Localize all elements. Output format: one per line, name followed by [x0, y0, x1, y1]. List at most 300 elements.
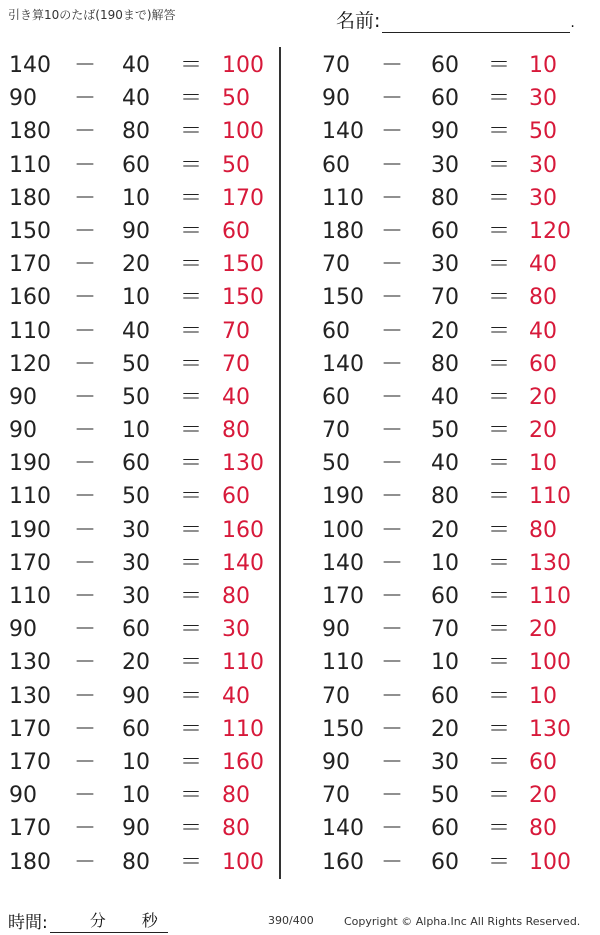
answer: 50 [222, 86, 250, 112]
problem-row [0, 514, 278, 547]
equals-sign: ＝ [180, 418, 203, 444]
answer: 130 [529, 716, 571, 742]
equals-sign: ＝ [180, 584, 203, 609]
problem-row [282, 281, 592, 314]
equals-sign: ＝ [180, 816, 203, 842]
equals-sign: ＝ [488, 185, 511, 211]
minuend: 160 [9, 285, 51, 311]
subtrahend: 60 [122, 152, 150, 178]
answer: 80 [222, 584, 250, 609]
minuend: 150 [322, 285, 364, 311]
equals-sign: ＝ [488, 53, 511, 78]
subtrahend: 90 [122, 683, 150, 709]
answer: 10 [529, 683, 557, 709]
problem-row [0, 149, 278, 182]
minuend: 70 [322, 783, 350, 809]
answer: 100 [222, 119, 264, 145]
minuend: 170 [9, 816, 51, 842]
minuend: 190 [9, 517, 51, 543]
answer: 100 [529, 849, 571, 875]
subtrahend: 50 [122, 384, 150, 410]
answer: 80 [222, 783, 250, 809]
equals-sign: ＝ [488, 816, 511, 842]
minus-sign: － [381, 86, 404, 112]
answer: 160 [222, 517, 264, 543]
minuend: 100 [322, 517, 364, 543]
minus-sign: － [74, 749, 97, 775]
answer: 70 [222, 318, 250, 344]
subtrahend: 40 [122, 53, 150, 78]
minus-sign: － [74, 252, 97, 278]
subtrahend: 20 [122, 650, 150, 676]
minus-sign: － [381, 550, 404, 576]
equals-sign: ＝ [180, 650, 203, 676]
answer: 30 [222, 617, 250, 643]
problem-row [282, 646, 592, 679]
subtrahend: 80 [122, 849, 150, 875]
minuend: 180 [322, 218, 364, 244]
equals-sign: ＝ [488, 451, 511, 477]
answer: 50 [529, 119, 557, 145]
subtrahend: 30 [431, 252, 459, 278]
equals-sign: ＝ [180, 849, 203, 875]
minus-sign: － [74, 119, 97, 145]
problem-row [0, 779, 278, 812]
subtrahend: 20 [431, 318, 459, 344]
minus-sign: － [381, 484, 404, 510]
answer: 80 [529, 816, 557, 842]
problem-row [0, 381, 278, 414]
minuend: 90 [9, 783, 37, 809]
answer: 10 [529, 451, 557, 477]
subtrahend: 10 [431, 650, 459, 676]
minus-sign: － [381, 650, 404, 676]
left-problem-column [0, 49, 278, 879]
equals-sign: ＝ [488, 384, 511, 410]
minuend: 90 [9, 384, 37, 410]
problem-row [282, 812, 592, 845]
minus-sign: － [381, 517, 404, 543]
name-underline [382, 14, 570, 33]
answer: 60 [529, 749, 557, 775]
problem-row [0, 480, 278, 513]
subtrahend: 60 [431, 849, 459, 875]
seconds-label: 秒 [141, 911, 158, 930]
problem-row [0, 613, 278, 646]
minus-sign: － [381, 849, 404, 875]
equals-sign: ＝ [488, 749, 511, 775]
problem-row [0, 846, 278, 879]
minuend: 190 [322, 484, 364, 510]
problem-row [282, 680, 592, 713]
problem-row [282, 248, 592, 281]
subtrahend: 10 [122, 285, 150, 311]
equals-sign: ＝ [488, 617, 511, 643]
minus-sign: － [74, 318, 97, 344]
subtrahend: 40 [431, 451, 459, 477]
minuend: 170 [9, 550, 51, 576]
minus-sign: － [381, 783, 404, 809]
subtrahend: 30 [431, 749, 459, 775]
subtrahend: 90 [122, 218, 150, 244]
copyright-notice: Copyright © Alpha.Inc All Rights Reserved. [344, 915, 581, 928]
equals-sign: ＝ [180, 451, 203, 477]
subtrahend: 80 [431, 484, 459, 510]
subtrahend: 60 [431, 584, 459, 609]
equals-sign: ＝ [488, 351, 511, 377]
minuend: 90 [9, 418, 37, 444]
minus-sign: － [381, 152, 404, 178]
minuend: 60 [322, 318, 350, 344]
equals-sign: ＝ [180, 119, 203, 145]
minus-sign: － [74, 484, 97, 510]
equals-sign: ＝ [488, 584, 511, 609]
subtrahend: 20 [431, 716, 459, 742]
answer: 120 [529, 218, 571, 244]
equals-sign: ＝ [180, 749, 203, 775]
minuend: 130 [9, 683, 51, 709]
minus-sign: － [381, 816, 404, 842]
minus-sign: － [74, 285, 97, 311]
equals-sign: ＝ [488, 783, 511, 809]
subtrahend: 50 [122, 351, 150, 377]
answer: 80 [222, 418, 250, 444]
problem-row [0, 182, 278, 215]
subtrahend: 50 [431, 418, 459, 444]
subtrahend: 60 [122, 451, 150, 477]
minus-sign: － [381, 716, 404, 742]
subtrahend: 40 [122, 318, 150, 344]
answer: 150 [222, 285, 264, 311]
subtrahend: 70 [431, 285, 459, 311]
answer: 40 [222, 384, 250, 410]
subtrahend: 20 [431, 517, 459, 543]
minuend: 140 [322, 816, 364, 842]
answer: 20 [529, 617, 557, 643]
subtrahend: 10 [431, 550, 459, 576]
minus-sign: － [381, 384, 404, 410]
subtrahend: 40 [431, 384, 459, 410]
problem-row [282, 182, 592, 215]
minus-sign: － [381, 418, 404, 444]
answer: 100 [529, 650, 571, 676]
subtrahend: 60 [431, 683, 459, 709]
minuend: 140 [322, 351, 364, 377]
answer: 10 [529, 53, 557, 78]
minus-sign: － [74, 218, 97, 244]
answer: 30 [529, 86, 557, 112]
minus-sign: － [381, 285, 404, 311]
answer: 130 [529, 550, 571, 576]
minuend: 70 [322, 252, 350, 278]
equals-sign: ＝ [488, 152, 511, 178]
equals-sign: ＝ [180, 716, 203, 742]
minus-sign: － [74, 53, 97, 78]
equals-sign: ＝ [488, 517, 511, 543]
subtrahend: 60 [431, 218, 459, 244]
answer: 140 [222, 550, 264, 576]
subtrahend: 10 [122, 749, 150, 775]
subtrahend: 30 [431, 152, 459, 178]
minus-sign: － [74, 849, 97, 875]
subtrahend: 60 [431, 816, 459, 842]
problem-row [282, 381, 592, 414]
answer: 60 [222, 484, 250, 510]
minus-sign: － [74, 152, 97, 178]
problem-row [282, 547, 592, 580]
minus-sign: － [74, 517, 97, 543]
subtrahend: 80 [122, 119, 150, 145]
answer: 60 [529, 351, 557, 377]
answer: 40 [222, 683, 250, 709]
problem-row [0, 115, 278, 148]
equals-sign: ＝ [488, 650, 511, 676]
equals-sign: ＝ [180, 318, 203, 344]
subtrahend: 70 [431, 617, 459, 643]
subtrahend: 20 [122, 252, 150, 278]
minuend: 110 [9, 484, 51, 510]
right-problem-column [282, 49, 592, 879]
answer: 20 [529, 418, 557, 444]
equals-sign: ＝ [180, 550, 203, 576]
minuend: 170 [9, 716, 51, 742]
minuend: 170 [9, 749, 51, 775]
minus-sign: － [74, 683, 97, 709]
problem-row [282, 49, 592, 82]
minutes-label: 分 [89, 911, 106, 930]
equals-sign: ＝ [180, 152, 203, 178]
minuend: 90 [322, 86, 350, 112]
subtrahend: 40 [122, 86, 150, 112]
minuend: 180 [9, 119, 51, 145]
minuend: 50 [322, 451, 350, 477]
answer: 20 [529, 783, 557, 809]
equals-sign: ＝ [488, 318, 511, 344]
problem-row [0, 447, 278, 480]
minus-sign: － [74, 185, 97, 211]
answer: 50 [222, 152, 250, 178]
minus-sign: － [74, 816, 97, 842]
subtrahend: 10 [122, 185, 150, 211]
equals-sign: ＝ [488, 252, 511, 278]
time-field [8, 908, 168, 933]
minuend: 160 [322, 849, 364, 875]
answer: 60 [222, 218, 250, 244]
minuend: 150 [322, 716, 364, 742]
equals-sign: ＝ [488, 716, 511, 742]
minus-sign: － [381, 749, 404, 775]
equals-sign: ＝ [180, 285, 203, 311]
subtrahend: 80 [431, 185, 459, 211]
problem-row [282, 82, 592, 115]
minus-sign: － [74, 418, 97, 444]
problem-row [282, 480, 592, 513]
problem-row [0, 215, 278, 248]
problem-row [282, 746, 592, 779]
equals-sign: ＝ [180, 783, 203, 809]
subtrahend: 10 [122, 418, 150, 444]
minuend: 70 [322, 53, 350, 78]
equals-sign: ＝ [180, 484, 203, 510]
minus-sign: － [381, 351, 404, 377]
equals-sign: ＝ [488, 418, 511, 444]
problem-row [0, 348, 278, 381]
problem-row [282, 779, 592, 812]
minuend: 110 [9, 318, 51, 344]
minus-sign: － [381, 584, 404, 609]
equals-sign: ＝ [180, 517, 203, 543]
minuend: 90 [9, 86, 37, 112]
minuend: 60 [322, 152, 350, 178]
subtrahend: 60 [122, 716, 150, 742]
minuend: 110 [9, 152, 51, 178]
minus-sign: － [381, 119, 404, 145]
minuend: 180 [9, 849, 51, 875]
problem-row [282, 414, 592, 447]
equals-sign: ＝ [180, 351, 203, 377]
minuend: 150 [9, 218, 51, 244]
equals-sign: ＝ [488, 119, 511, 145]
minuend: 140 [322, 119, 364, 145]
equals-sign: ＝ [180, 384, 203, 410]
problem-row [0, 414, 278, 447]
equals-sign: ＝ [180, 185, 203, 211]
subtrahend: 80 [431, 351, 459, 377]
problem-row [0, 812, 278, 845]
answer: 170 [222, 185, 264, 211]
equals-sign: ＝ [180, 53, 203, 78]
answer: 30 [529, 152, 557, 178]
problem-row [0, 746, 278, 779]
minuend: 60 [322, 384, 350, 410]
subtrahend: 50 [431, 783, 459, 809]
problem-row [282, 149, 592, 182]
problem-row [0, 646, 278, 679]
equals-sign: ＝ [180, 86, 203, 112]
minuend: 170 [322, 584, 364, 609]
minuend: 170 [9, 252, 51, 278]
problem-row [282, 613, 592, 646]
minus-sign: － [74, 550, 97, 576]
equals-sign: ＝ [488, 484, 511, 510]
minuend: 90 [322, 749, 350, 775]
minuend: 70 [322, 418, 350, 444]
problem-row [282, 115, 592, 148]
subtrahend: 90 [431, 119, 459, 145]
subtrahend: 90 [122, 816, 150, 842]
answer: 80 [529, 517, 557, 543]
equals-sign: ＝ [488, 218, 511, 244]
name-end-mark: . [570, 15, 575, 31]
time-underline [50, 911, 168, 933]
answer: 40 [529, 252, 557, 278]
answer: 100 [222, 53, 264, 78]
problem-row [0, 315, 278, 348]
name-label: 名前: [336, 10, 381, 32]
equals-sign: ＝ [488, 86, 511, 112]
equals-sign: ＝ [180, 252, 203, 278]
problem-row [0, 82, 278, 115]
problem-row [282, 315, 592, 348]
answer: 80 [529, 285, 557, 311]
answer: 110 [529, 584, 571, 609]
minus-sign: － [381, 451, 404, 477]
answer: 30 [529, 185, 557, 211]
minuend: 90 [322, 617, 350, 643]
problem-row [0, 547, 278, 580]
minus-sign: － [381, 617, 404, 643]
minus-sign: － [74, 650, 97, 676]
worksheet-title: 引き算10のたば(190まで)解答 [8, 8, 176, 22]
time-label: 時間: [8, 913, 48, 933]
subtrahend: 60 [431, 86, 459, 112]
equals-sign: ＝ [180, 683, 203, 709]
minus-sign: － [74, 617, 97, 643]
minuend: 180 [9, 185, 51, 211]
problem-row [282, 447, 592, 480]
name-field [336, 6, 575, 33]
answer: 70 [222, 351, 250, 377]
equals-sign: ＝ [488, 683, 511, 709]
minus-sign: － [74, 351, 97, 377]
equals-sign: ＝ [180, 218, 203, 244]
minuend: 90 [9, 617, 37, 643]
minuend: 110 [322, 185, 364, 211]
problem-row [0, 248, 278, 281]
subtrahend: 50 [122, 484, 150, 510]
answer: 100 [222, 849, 264, 875]
minus-sign: － [74, 584, 97, 609]
minus-sign: － [381, 218, 404, 244]
minus-sign: － [381, 683, 404, 709]
minus-sign: － [381, 318, 404, 344]
column-divider [279, 47, 281, 879]
minus-sign: － [74, 86, 97, 112]
problem-row [282, 713, 592, 746]
subtrahend: 30 [122, 550, 150, 576]
problem-row [282, 215, 592, 248]
problem-row [0, 580, 278, 613]
problem-row [282, 846, 592, 879]
minus-sign: － [381, 252, 404, 278]
minuend: 70 [322, 683, 350, 709]
subtrahend: 10 [122, 783, 150, 809]
problem-row [0, 281, 278, 314]
minuend: 120 [9, 351, 51, 377]
answer: 20 [529, 384, 557, 410]
answer: 150 [222, 252, 264, 278]
problem-row [0, 713, 278, 746]
equals-sign: ＝ [488, 285, 511, 311]
minus-sign: － [381, 53, 404, 78]
minus-sign: － [74, 716, 97, 742]
answer: 160 [222, 749, 264, 775]
minuend: 140 [9, 53, 51, 78]
minus-sign: － [381, 185, 404, 211]
problem-row [282, 348, 592, 381]
problem-row [0, 680, 278, 713]
problem-row [282, 580, 592, 613]
minuend: 140 [322, 550, 364, 576]
subtrahend: 30 [122, 584, 150, 609]
answer: 40 [529, 318, 557, 344]
equals-sign: ＝ [488, 849, 511, 875]
problem-row [282, 514, 592, 547]
subtrahend: 60 [122, 617, 150, 643]
answer: 110 [222, 716, 264, 742]
equals-sign: ＝ [488, 550, 511, 576]
answer: 130 [222, 451, 264, 477]
